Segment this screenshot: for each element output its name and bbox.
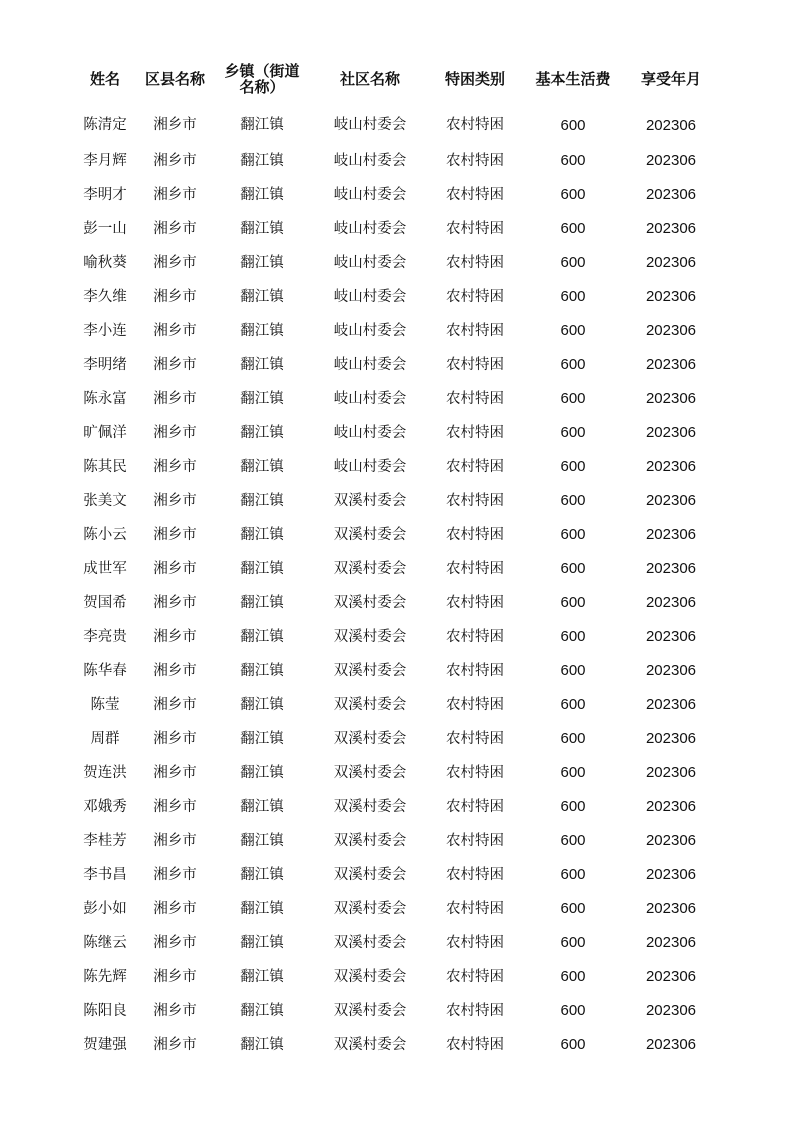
cell-month: 202306 xyxy=(645,458,697,475)
cell-category: 农村特困 xyxy=(446,697,504,713)
cell-month: 202306 xyxy=(645,730,697,747)
cell-living-fee: 600 xyxy=(560,628,586,645)
cell-category: 农村特困 xyxy=(446,459,504,475)
table-row xyxy=(70,178,720,212)
cell-category: 农村特困 xyxy=(446,289,504,305)
cell-community: 岐山村委会 xyxy=(333,357,407,373)
cell-name: 陈莹 xyxy=(90,697,120,713)
cell-living-fee: 600 xyxy=(560,526,586,543)
cell-name: 贺连洪 xyxy=(83,765,127,781)
cell-community: 岐山村委会 xyxy=(333,425,407,441)
cell-community: 岐山村委会 xyxy=(333,221,407,237)
cell-month: 202306 xyxy=(645,322,697,339)
document-page xyxy=(70,56,720,1062)
cell-town: 翻江镇 xyxy=(240,765,284,781)
header-category: 特困类别 xyxy=(444,69,505,88)
cell-town: 翻江镇 xyxy=(240,323,284,339)
cell-month: 202306 xyxy=(645,492,697,509)
cell-community: 岐山村委会 xyxy=(333,187,407,203)
cell-county: 湘乡市 xyxy=(153,935,197,951)
cell-month: 202306 xyxy=(645,254,697,271)
cell-name: 陈华春 xyxy=(83,663,127,679)
cell-county: 湘乡市 xyxy=(153,629,197,645)
cell-month: 202306 xyxy=(645,1002,697,1019)
cell-category: 农村特困 xyxy=(446,935,504,951)
cell-county: 湘乡市 xyxy=(153,697,197,713)
cell-category: 农村特困 xyxy=(446,561,504,577)
cell-living-fee: 600 xyxy=(560,1002,586,1019)
cell-community: 双溪村委会 xyxy=(333,561,407,577)
table-row xyxy=(70,314,720,348)
cell-category: 农村特困 xyxy=(446,663,504,679)
cell-name: 陈永富 xyxy=(83,391,127,407)
cell-living-fee: 600 xyxy=(560,390,586,407)
table-row xyxy=(70,552,720,586)
cell-category: 农村特困 xyxy=(446,221,504,237)
cell-town: 翻江镇 xyxy=(240,901,284,917)
cell-name: 贺建强 xyxy=(83,1037,127,1053)
cell-month: 202306 xyxy=(645,220,697,237)
table-header xyxy=(70,56,720,101)
table-row xyxy=(70,892,720,926)
table-row xyxy=(70,654,720,688)
cell-town: 翻江镇 xyxy=(240,629,284,645)
recipient-table xyxy=(70,56,720,1062)
cell-living-fee: 600 xyxy=(560,356,586,373)
cell-living-fee: 600 xyxy=(560,1036,586,1053)
cell-category: 农村特困 xyxy=(446,391,504,407)
table-row xyxy=(70,450,720,484)
table-row xyxy=(70,688,720,722)
cell-living-fee: 600 xyxy=(560,254,586,271)
cell-living-fee: 600 xyxy=(560,492,586,509)
table-row xyxy=(70,790,720,824)
cell-category: 农村特困 xyxy=(446,595,504,611)
cell-month: 202306 xyxy=(645,764,697,781)
cell-county: 湘乡市 xyxy=(153,731,197,747)
header-town-line2: 名称） xyxy=(239,77,285,96)
cell-town: 翻江镇 xyxy=(240,255,284,271)
header-name: 姓名 xyxy=(89,69,120,88)
cell-town: 翻江镇 xyxy=(240,289,284,305)
table-row xyxy=(70,824,720,858)
cell-month: 202306 xyxy=(645,968,697,985)
cell-town: 翻江镇 xyxy=(240,799,284,815)
cell-county: 湘乡市 xyxy=(153,459,197,475)
cell-month: 202306 xyxy=(645,798,697,815)
cell-community: 岐山村委会 xyxy=(333,391,407,407)
cell-town: 翻江镇 xyxy=(240,153,284,169)
cell-month: 202306 xyxy=(645,288,697,305)
cell-name: 李桂芳 xyxy=(83,833,127,849)
cell-name: 陈清定 xyxy=(83,117,127,133)
cell-county: 湘乡市 xyxy=(153,221,197,237)
cell-county: 湘乡市 xyxy=(153,595,197,611)
cell-community: 双溪村委会 xyxy=(333,867,407,883)
cell-community: 双溪村委会 xyxy=(333,901,407,917)
cell-community: 双溪村委会 xyxy=(333,731,407,747)
table-row xyxy=(70,620,720,654)
cell-month: 202306 xyxy=(645,390,697,407)
cell-town: 翻江镇 xyxy=(240,867,284,883)
table-body xyxy=(70,101,720,1062)
table-row xyxy=(70,1028,720,1062)
cell-county: 湘乡市 xyxy=(153,1037,197,1053)
cell-category: 农村特困 xyxy=(446,117,504,133)
cell-town: 翻江镇 xyxy=(240,493,284,509)
cell-category: 农村特困 xyxy=(446,153,504,169)
cell-living-fee: 600 xyxy=(560,798,586,815)
cell-name: 陈先辉 xyxy=(83,969,127,985)
cell-month: 202306 xyxy=(645,186,697,203)
cell-living-fee: 600 xyxy=(560,696,586,713)
cell-living-fee: 600 xyxy=(560,832,586,849)
table-row xyxy=(70,101,720,144)
cell-living-fee: 600 xyxy=(560,968,586,985)
cell-county: 湘乡市 xyxy=(153,901,197,917)
cell-county: 湘乡市 xyxy=(153,867,197,883)
cell-county: 湘乡市 xyxy=(153,357,197,373)
table-row xyxy=(70,212,720,246)
cell-county: 湘乡市 xyxy=(153,187,197,203)
cell-month: 202306 xyxy=(645,628,697,645)
table-row xyxy=(70,246,720,280)
cell-name: 张美文 xyxy=(83,493,127,509)
cell-county: 湘乡市 xyxy=(153,117,197,133)
cell-month: 202306 xyxy=(645,424,697,441)
cell-community: 双溪村委会 xyxy=(333,969,407,985)
cell-category: 农村特困 xyxy=(446,901,504,917)
table-row xyxy=(70,348,720,382)
cell-community: 岐山村委会 xyxy=(333,153,407,169)
table-row xyxy=(70,756,720,790)
cell-community: 双溪村委会 xyxy=(333,1003,407,1019)
cell-category: 农村特困 xyxy=(446,969,504,985)
cell-county: 湘乡市 xyxy=(153,425,197,441)
cell-category: 农村特困 xyxy=(446,629,504,645)
cell-town: 翻江镇 xyxy=(240,697,284,713)
cell-month: 202306 xyxy=(645,900,697,917)
cell-community: 岐山村委会 xyxy=(333,323,407,339)
table-row xyxy=(70,586,720,620)
cell-county: 湘乡市 xyxy=(153,1003,197,1019)
cell-name: 陈小云 xyxy=(83,527,127,543)
cell-county: 湘乡市 xyxy=(153,255,197,271)
table-row xyxy=(70,994,720,1028)
cell-category: 农村特困 xyxy=(446,765,504,781)
cell-community: 双溪村委会 xyxy=(333,1037,407,1053)
cell-month: 202306 xyxy=(645,594,697,611)
cell-name: 贺国希 xyxy=(83,595,127,611)
table-row xyxy=(70,280,720,314)
cell-living-fee: 600 xyxy=(560,322,586,339)
cell-name: 喻秋葵 xyxy=(83,255,127,271)
cell-category: 农村特困 xyxy=(446,867,504,883)
cell-living-fee: 600 xyxy=(560,866,586,883)
cell-category: 农村特困 xyxy=(446,425,504,441)
cell-category: 农村特困 xyxy=(446,833,504,849)
table-row xyxy=(70,416,720,450)
cell-name: 成世军 xyxy=(83,561,127,577)
cell-name: 李明才 xyxy=(83,187,127,203)
cell-community: 双溪村委会 xyxy=(333,833,407,849)
cell-living-fee: 600 xyxy=(560,186,586,203)
cell-category: 农村特困 xyxy=(446,731,504,747)
cell-name: 陈阳良 xyxy=(83,1003,127,1019)
cell-name: 李月辉 xyxy=(83,153,127,169)
cell-category: 农村特困 xyxy=(446,255,504,271)
cell-living-fee: 600 xyxy=(560,662,586,679)
table-row xyxy=(70,144,720,178)
cell-community: 双溪村委会 xyxy=(333,629,407,645)
cell-county: 湘乡市 xyxy=(153,969,197,985)
cell-town: 翻江镇 xyxy=(240,595,284,611)
cell-community: 岐山村委会 xyxy=(333,289,407,305)
cell-community: 岐山村委会 xyxy=(333,255,407,271)
cell-county: 湘乡市 xyxy=(153,391,197,407)
cell-living-fee: 600 xyxy=(560,117,586,134)
cell-county: 湘乡市 xyxy=(153,561,197,577)
cell-living-fee: 600 xyxy=(560,764,586,781)
cell-living-fee: 600 xyxy=(560,424,586,441)
cell-name: 李久维 xyxy=(83,289,127,305)
cell-town: 翻江镇 xyxy=(240,357,284,373)
cell-living-fee: 600 xyxy=(560,730,586,747)
cell-category: 农村特困 xyxy=(446,1037,504,1053)
cell-community: 岐山村委会 xyxy=(333,459,407,475)
header-month: 享受年月 xyxy=(640,69,701,88)
cell-living-fee: 600 xyxy=(560,594,586,611)
table-row xyxy=(70,518,720,552)
cell-living-fee: 600 xyxy=(560,288,586,305)
cell-living-fee: 600 xyxy=(560,900,586,917)
cell-category: 农村特困 xyxy=(446,493,504,509)
cell-living-fee: 600 xyxy=(560,220,586,237)
cell-name: 李明绪 xyxy=(83,357,127,373)
cell-category: 农村特困 xyxy=(446,187,504,203)
header-row xyxy=(70,56,720,101)
cell-month: 202306 xyxy=(645,526,697,543)
cell-category: 农村特困 xyxy=(446,527,504,543)
cell-living-fee: 600 xyxy=(560,560,586,577)
table-row xyxy=(70,722,720,756)
cell-town: 翻江镇 xyxy=(240,391,284,407)
cell-community: 双溪村委会 xyxy=(333,799,407,815)
table-row xyxy=(70,858,720,892)
cell-town: 翻江镇 xyxy=(240,935,284,951)
cell-month: 202306 xyxy=(645,152,697,169)
cell-county: 湘乡市 xyxy=(153,153,197,169)
cell-community: 双溪村委会 xyxy=(333,765,407,781)
cell-month: 202306 xyxy=(645,117,697,134)
cell-category: 农村特困 xyxy=(446,323,504,339)
cell-town: 翻江镇 xyxy=(240,527,284,543)
cell-county: 湘乡市 xyxy=(153,493,197,509)
header-living-fee: 基本生活费 xyxy=(535,69,611,88)
cell-town: 翻江镇 xyxy=(240,221,284,237)
cell-county: 湘乡市 xyxy=(153,799,197,815)
table-row xyxy=(70,484,720,518)
cell-county: 湘乡市 xyxy=(153,663,197,679)
header-county: 区县名称 xyxy=(144,69,205,88)
cell-community: 双溪村委会 xyxy=(333,935,407,951)
cell-town: 翻江镇 xyxy=(240,459,284,475)
cell-town: 翻江镇 xyxy=(240,969,284,985)
table-row xyxy=(70,926,720,960)
header-community: 社区名称 xyxy=(339,69,400,88)
cell-month: 202306 xyxy=(645,356,697,373)
cell-community: 双溪村委会 xyxy=(333,595,407,611)
cell-community: 双溪村委会 xyxy=(333,697,407,713)
cell-county: 湘乡市 xyxy=(153,833,197,849)
cell-community: 岐山村委会 xyxy=(333,117,407,133)
cell-town: 翻江镇 xyxy=(240,663,284,679)
cell-community: 双溪村委会 xyxy=(333,527,407,543)
cell-county: 湘乡市 xyxy=(153,289,197,305)
cell-name: 彭一山 xyxy=(83,221,127,237)
cell-name: 陈其民 xyxy=(83,459,127,475)
cell-town: 翻江镇 xyxy=(240,425,284,441)
cell-category: 农村特困 xyxy=(446,357,504,373)
cell-town: 翻江镇 xyxy=(240,187,284,203)
cell-name: 李亮贵 xyxy=(83,629,127,645)
cell-name: 李书昌 xyxy=(83,867,127,883)
cell-county: 湘乡市 xyxy=(153,323,197,339)
table-row xyxy=(70,960,720,994)
cell-town: 翻江镇 xyxy=(240,117,284,133)
cell-town: 翻江镇 xyxy=(240,561,284,577)
cell-name: 陈继云 xyxy=(83,935,127,951)
cell-month: 202306 xyxy=(645,662,697,679)
cell-category: 农村特困 xyxy=(446,799,504,815)
cell-name: 彭小如 xyxy=(83,901,127,917)
cell-name: 邓娥秀 xyxy=(83,799,127,815)
cell-town: 翻江镇 xyxy=(240,1003,284,1019)
cell-community: 双溪村委会 xyxy=(333,663,407,679)
cell-town: 翻江镇 xyxy=(240,731,284,747)
cell-month: 202306 xyxy=(645,1036,697,1053)
cell-town: 翻江镇 xyxy=(240,833,284,849)
cell-name: 周群 xyxy=(90,731,120,747)
cell-month: 202306 xyxy=(645,832,697,849)
cell-living-fee: 600 xyxy=(560,458,586,475)
cell-living-fee: 600 xyxy=(560,152,586,169)
cell-month: 202306 xyxy=(645,696,697,713)
cell-county: 湘乡市 xyxy=(153,765,197,781)
header-town-line1: 乡镇（街道 xyxy=(224,61,300,80)
cell-month: 202306 xyxy=(645,560,697,577)
table-row xyxy=(70,382,720,416)
cell-name: 李小连 xyxy=(83,323,127,339)
header-town xyxy=(210,56,314,101)
cell-community: 双溪村委会 xyxy=(333,493,407,509)
cell-month: 202306 xyxy=(645,866,697,883)
cell-town: 翻江镇 xyxy=(240,1037,284,1053)
cell-living-fee: 600 xyxy=(560,934,586,951)
cell-name: 旷佩洋 xyxy=(83,425,127,441)
cell-category: 农村特困 xyxy=(446,1003,504,1019)
cell-county: 湘乡市 xyxy=(153,527,197,543)
cell-month: 202306 xyxy=(645,934,697,951)
